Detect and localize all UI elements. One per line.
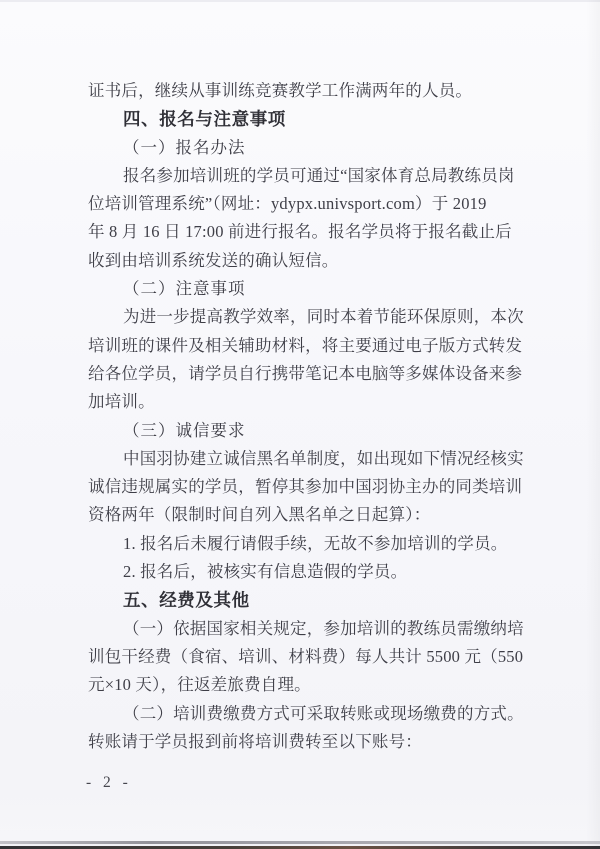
text-line: 转账请于学员报到前将培训费转至以下账号： bbox=[88, 731, 422, 751]
text-line: 元×10 天），往返差旅费自理。 bbox=[88, 675, 311, 695]
text-line: （一）报名办法 bbox=[123, 137, 246, 157]
text-line: 2. 报名后，被核实有信息造假的学员。 bbox=[123, 562, 408, 582]
text-line: 给各位学员，请学员自行携带笔记本电脑等多媒体设备来参 bbox=[88, 363, 523, 383]
text-line: 证书后，继续从事训练竞赛教学工作满两年的人员。 bbox=[88, 81, 473, 100]
text-line: 资格两年（限制时间自列入黑名单之日起算）： bbox=[88, 505, 431, 525]
text-line: （二）注意事项 bbox=[123, 279, 246, 299]
text-line: 年 8 月 16 日 17:00 前进行报名。报名学员将于报名截止后 bbox=[88, 222, 512, 242]
text-line: 报名参加培训班的学员可通过“国家体育总局教练员岗 bbox=[123, 165, 515, 185]
text-line: 培训班的课件及相关辅助材料，将主要通过电子版方式转发 bbox=[88, 335, 523, 355]
text-line: 1. 报名后未履行请假手续，无故不参加培训的学员。 bbox=[123, 533, 508, 553]
text-line: 收到由培训系统发送的确认短信。 bbox=[88, 250, 339, 270]
section-heading-line: 五、经费及其他 bbox=[123, 590, 250, 611]
text-line: 诚信违规属实的学员，暂停其参加中国羽协主办的同类培训 bbox=[88, 477, 523, 497]
scan-edge-top bbox=[0, 0, 600, 2]
section-heading-line: 四、报名与注意事项 bbox=[123, 109, 286, 130]
text-line: 为进一步提高教学效率，同时本着节能环保原则，本次 bbox=[123, 307, 524, 327]
text-line: 加培训。 bbox=[88, 392, 155, 412]
text-line: 训包干经费（食宿、培训、材料费）每人共计 5500 元（550 bbox=[88, 646, 524, 666]
text-line: 中国羽协建立诚信黑名单制度，如出现如下情况经核实 bbox=[123, 448, 524, 468]
text-line: （三）诚信要求 bbox=[123, 420, 246, 440]
text-line: 位培训管理系统”（网址：ydypx.univsport.com）于 2019 bbox=[88, 194, 487, 214]
text-line: （一）依据国家相关规定，参加培训的教练员需缴纳培 bbox=[123, 618, 524, 638]
text-line: （二）培训费缴费方式可采取转账或现场缴费的方式。 bbox=[123, 703, 524, 723]
page-number: - 2 - bbox=[86, 774, 132, 791]
document-body bbox=[88, 77, 528, 756]
